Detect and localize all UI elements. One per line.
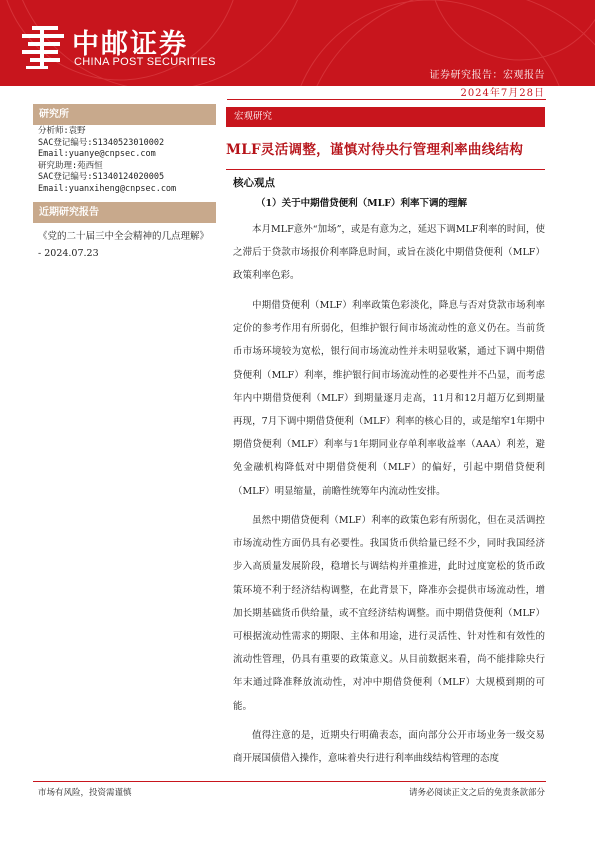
brand-name-en: CHINA POST SECURITIES bbox=[74, 56, 216, 68]
brand-logo-icon bbox=[18, 22, 68, 72]
body-paragraph: 虽然中期借贷便利（MLF）利率的政策色彩有所弱化，但在灵活调控市场流动性方面仍具有必要性。我国货币供给量已经不少，同时我国经济步入高质量发展阶段，稳增长与调结构并重推进，此时过度宽松的货币政策环境不利于经济结构调整，在此背景下，降准亦会提供市场流动性，增加长期基础货币供给量，或不宜经济结构调整。而中期借贷便利（MLF）可根据流动性需求的期限、主体和用途，进行灵活性、针对性和有效性的流动性管理，仍具有重要的政策意义。从目前数据来看，尚不能排除央行年末通过降准释放流动性，对冲中期借贷便利（MLF）大规模到期的可能。 bbox=[233, 515, 545, 712]
report-body bbox=[233, 218, 545, 777]
brand-name-cn: 中邮证券 bbox=[72, 29, 188, 60]
body-paragraph: 值得注意的是，近期央行明确表态，面向部分公开市场业务一级交易商开展国债借入操作，意味着央行进行利率曲线结构管理的态度 bbox=[233, 730, 545, 765]
recent-report-link[interactable]: 《党的二十届三中全会精神的几点理解》 - 2024.07.23 bbox=[38, 231, 210, 259]
report-title: MLF灵活调整，谨慎对待央行管理利率曲线结构 bbox=[226, 142, 524, 158]
body-paragraph: 本月MLF意外“加场”，或是有意为之，延迟下调MLF利率的时间，使之滞后于贷款市场报价利率降息时间，或旨在淡化中期借贷便利（MLF）政策利率色彩。 bbox=[233, 224, 545, 282]
risk-notice: 市场有风险，投资需谨慎 bbox=[38, 788, 132, 798]
footer-divider bbox=[33, 781, 546, 782]
recent-reports-label: 近期研究报告 bbox=[33, 202, 216, 223]
report-date: 2024年7月28日 bbox=[460, 88, 545, 99]
research-institute-label: 研究所 bbox=[33, 104, 216, 125]
analyst-email[interactable]: Email:yuanye@cnpsec.com bbox=[38, 149, 156, 159]
analyst-line: 研究助理:苑西恒 bbox=[38, 160, 103, 171]
analyst-email[interactable]: Email:yuanxiheng@cnpsec.com bbox=[38, 183, 177, 194]
analyst-line: SAC登记编号:S1340523010002 bbox=[38, 137, 165, 148]
analyst-info bbox=[38, 126, 176, 195]
core-view-heading: 核心观点 bbox=[233, 177, 275, 189]
body-paragraph: 中期借贷便利（MLF）利率政策色彩淡化，降息与否对贷款市场利率定价的参考作用有所弱化，但维护银行间市场流动性的意义仍在。当前货币市场环境较为宽松，银行间市场流动性并未明显收紧，通过下调中期借贷便利（MLF）利率，维护银行间市场流动性的必要性并不凸显，而考虑年内中期借贷便利（MLF）到期量逐月走高，11月和12月超万亿到期量再现，7月下调中期借贷便利（MLF）利率的核心目的，或是缩窄1年期中期借贷便利（MLF）利率与1年期同业存单利率收益率（AAA）利差，避免金融机构降低对中期借贷便利（MLF）的偏好，引起中期借贷便利（MLF）明显缩量，前瞻性统筹年内流动性安排。 bbox=[233, 299, 545, 497]
title-divider bbox=[226, 169, 545, 170]
report-type: 证券研究报告：宏观报告 bbox=[429, 70, 545, 81]
analyst-line: SAC登记编号:S1340124020005 bbox=[38, 172, 165, 182]
category-label: 宏观研究 bbox=[226, 107, 545, 127]
date-divider bbox=[227, 99, 546, 100]
disclaimer-notice: 请务必阅读正文之后的免责条款部分 bbox=[408, 788, 545, 798]
header-banner bbox=[0, 0, 595, 86]
analyst-line: 分析师:袁野 bbox=[38, 126, 86, 136]
section-heading: （1）关于中期借贷便利（MLF）利率下调的理解 bbox=[256, 198, 468, 209]
